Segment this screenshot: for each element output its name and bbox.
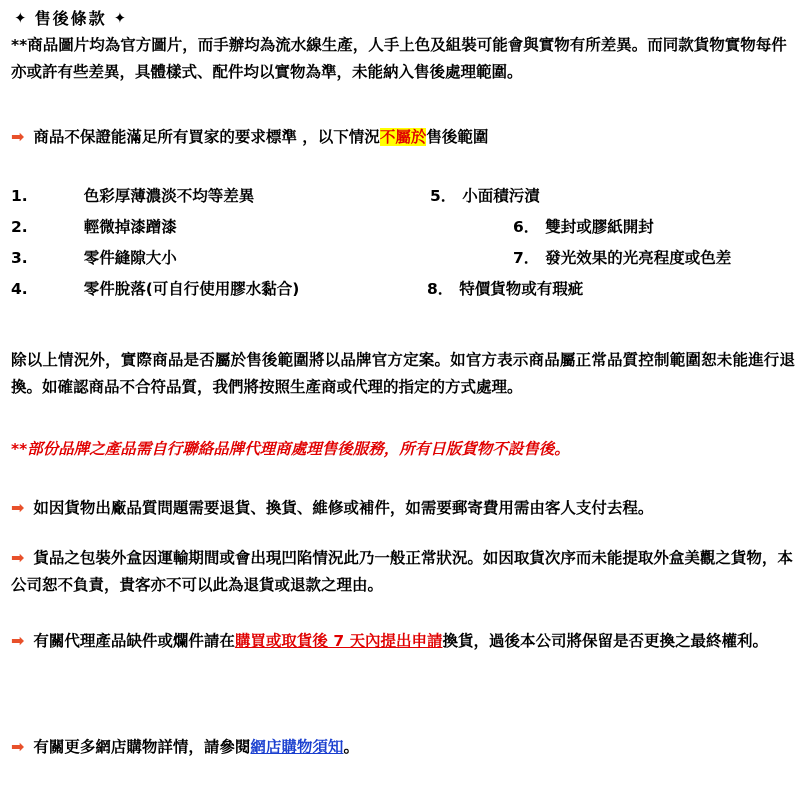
arrow-icon: ➡ (11, 548, 25, 567)
list-item-label: 雙封或膠紙開封 (545, 218, 654, 236)
more-info-after: 。 (343, 738, 359, 756)
brand-note-paragraph: **部份品牌之產品需自行聯絡品牌代理商處理售後服務，所有日版貨物不設售後。 (11, 440, 570, 458)
list-item (430, 184, 540, 206)
list-item-label: 輕微掉漆蹭漆 (83, 218, 177, 236)
more-info-before: 有關更多網店購物詳情，請參閱 (33, 738, 251, 756)
arrow-icon: ➡ (11, 127, 25, 146)
not-covered-before: 商品不保證能滿足所有買家的要求標準 ，以下情況 (33, 128, 380, 146)
return-policy-text: 如因貨物出廠品質問題需要退貨、換貨、維修或補件，如需要郵寄費用需由客人支付去程。 (33, 499, 654, 517)
agent-policy-emphasis: 購買或取貨後 7 天內提出申請 (234, 632, 443, 650)
list-item-label: 小面積污漬 (462, 187, 540, 205)
arrow-icon: ➡ (11, 498, 25, 517)
not-covered-highlight: 不屬於 (379, 128, 427, 146)
return-policy-paragraph (11, 494, 795, 522)
not-covered-after: 售後範圍 (426, 128, 489, 146)
list-item-label: 特價貨物或有瑕疵 (459, 280, 584, 298)
agent-policy-before: 有關代理產品缺件或爛件請在 (33, 632, 235, 650)
list-item-number: 1. (11, 187, 28, 205)
list-item-number: 8． (427, 280, 454, 298)
diamond-icon-right: ✦ (113, 9, 128, 27)
list-item-label: 色彩厚薄濃淡不均等差異 (83, 187, 255, 205)
arrow-icon: ➡ (11, 737, 25, 756)
list-item-number: 6． (513, 218, 540, 236)
page-title (14, 6, 127, 29)
shopping-guide-link[interactable]: 網店購物須知 (250, 738, 344, 756)
diamond-icon-left: ✦ (14, 9, 28, 27)
list-item-label: 零件縫隙大小 (83, 249, 177, 267)
package-policy-paragraph (11, 544, 795, 599)
intro-paragraph: **商品圖片均為官方圖片，而手辦均為流水線生產，人手上色及組裝可能會與實物有所差異。而同款貨物實物每件亦或許有些差異，具體樣式、配件均以實物為準，未能納入售後處理範圍。 (11, 36, 787, 81)
list-item (513, 215, 654, 237)
exclusion-lists (0, 178, 801, 308)
list-item (513, 246, 731, 268)
list-item (11, 277, 299, 299)
list-item-label: 零件脫落(可自行使用膠水黏合) (83, 280, 300, 298)
list-item-number: 3. (11, 249, 28, 267)
agent-policy-paragraph (11, 627, 795, 655)
page-title-text: 售後條款 (34, 9, 107, 28)
package-policy-text: 貨品之包裝外盒因運輸期間或會出現凹陷情況此乃一般正常狀況。如因取貨次序而未能提取外盒美觀之貨物，本公司恕不負責，貴客亦不可以此為退貨或退款之理由。 (11, 549, 793, 594)
arrow-icon: ➡ (11, 631, 25, 650)
agent-policy-after: 換貨，過後本公司將保留是否更換之最終權利。 (442, 632, 769, 650)
list-item (11, 246, 177, 268)
list-item-number: 4. (11, 280, 28, 298)
list-item (11, 184, 254, 206)
list-item (427, 277, 583, 299)
brand-decision-paragraph: 除以上情況外，實際商品是否屬於售後範圍將以品牌官方定案。如官方表示商品屬正常品質控制範圍恕未能進行退換。如確認商品不合符品質，我們將按照生產商或代理的指定的方式處理。 (11, 351, 795, 396)
not-covered-heading (11, 124, 791, 150)
list-item-number: 5． (430, 187, 457, 205)
list-item (11, 215, 177, 237)
list-item-number: 7． (513, 249, 540, 267)
list-item-label: 發光效果的光亮程度或色差 (545, 249, 732, 267)
more-info-paragraph (11, 733, 795, 761)
list-item-number: 2. (11, 218, 28, 236)
